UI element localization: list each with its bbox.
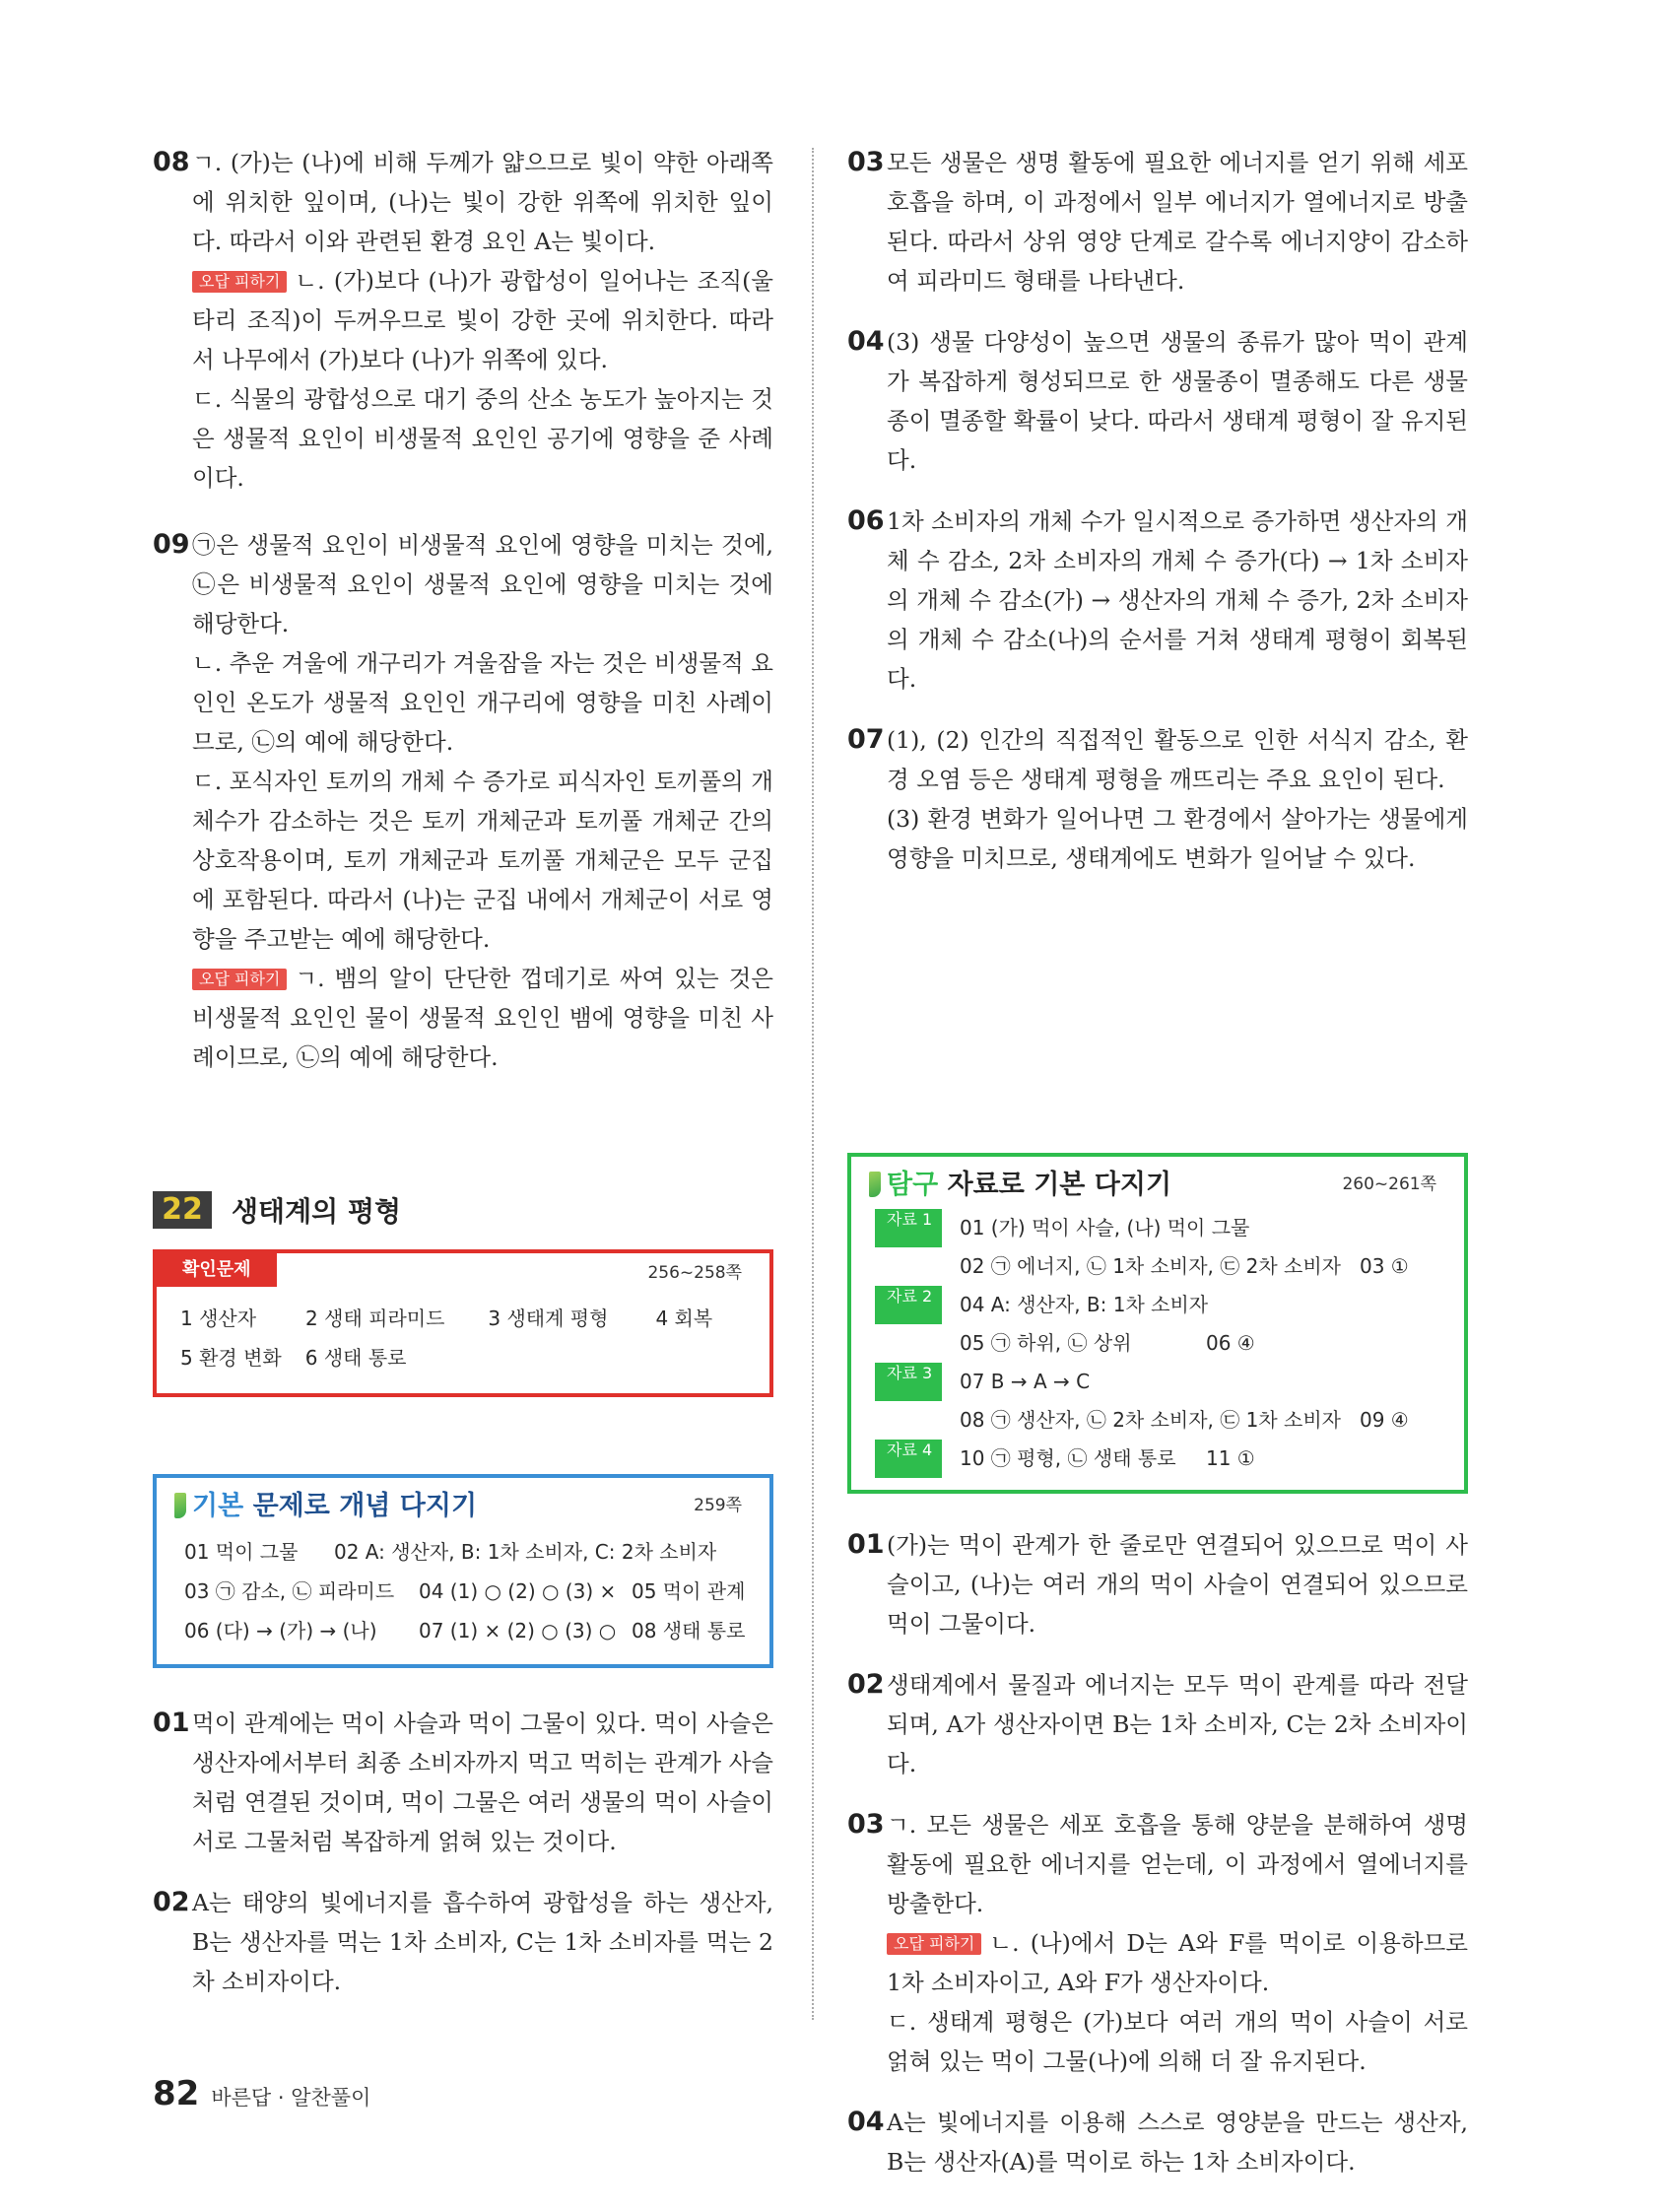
avoid-wrong-tag: 오답 피하기 xyxy=(887,1933,981,1955)
right-column xyxy=(847,143,1468,2176)
section-number: 22 xyxy=(153,1191,212,1229)
answer-01 xyxy=(153,1704,773,1861)
section-title: 생태계의 평형 xyxy=(232,1195,402,1228)
basic-pages: 259쪽 xyxy=(694,1496,742,1515)
explore-answer: 05 ㉠ 하위, ㉡ 상위 xyxy=(960,1331,1132,1355)
data-tag: 자료 2 xyxy=(875,1286,942,1324)
answer-text: (3) 생물 다양성이 높으면 생물의 종류가 많아 먹이 관계가 복잡하게 형성되므로 한 생물종이 멸종해도 다른 생물종이 멸종할 확률이 낮다. 따라서 생태계 평형이 잘 유지된다. xyxy=(887,328,1468,474)
answer-number: 01 xyxy=(847,1529,885,1560)
basic-answer: 04 (1) ○ (2) ○ (3) × xyxy=(419,1579,617,1603)
answer-text: ㄱ. (가)는 (나)에 비해 두께가 얇으므로 빛이 약한 아래쪽에 위치한 잎이며, (나)는 빛이 강한 위쪽에 위치한 잎이다. 따라서 이와 관련된 환경 요인 A는 빛이다. xyxy=(192,149,773,255)
answer-07 xyxy=(847,720,1468,878)
confirm-pages: 256~258쪽 xyxy=(647,1262,742,1283)
answer-text: ㄷ. 생태계 평형은 (가)보다 여러 개의 먹이 사슬이 서로 얽혀 있는 먹이 그물(나)에 의해 더 잘 유지된다. xyxy=(887,2008,1468,2075)
answer-number: 01 xyxy=(153,1708,190,1738)
basic-answer: 05 먹이 관계 xyxy=(632,1579,746,1603)
explore-answer-04 xyxy=(847,2103,1468,2181)
answer-text: 모든 생물은 생명 활동에 필요한 에너지를 얻기 위해 세포 호흡을 하며, 이 과정에서 일부 에너지가 열에너지로 방출된다. 따라서 상위 영양 단계로 갈수록 에너지양이 감소하여 피라미드 형태를 나타낸다. xyxy=(887,149,1468,295)
answer-number: 07 xyxy=(847,724,885,755)
explore-answer: 06 ④ xyxy=(1206,1331,1255,1355)
answer-text: ㄷ. 식물의 광합성으로 대기 중의 산소 농도가 높아지는 것은 생물적 요인이 비생물적 요인인 공기에 영향을 준 사례이다. xyxy=(192,385,773,492)
data-tag: 자료 1 xyxy=(875,1209,942,1247)
answer-number: 02 xyxy=(847,1669,885,1700)
confirm-box xyxy=(153,1249,773,1397)
leaf-icon xyxy=(869,1172,881,1197)
confirm-item: 4 회복 xyxy=(655,1307,713,1330)
basic-answer: 07 (1) × (2) ○ (3) ○ xyxy=(419,1619,617,1642)
book-title: 바른답 · 알찬풀이 xyxy=(211,2086,371,2110)
answer-text: ㄷ. 포식자인 토끼의 개체 수 증가로 피식자인 토끼풀의 개체수가 감소하는 것은 토끼 개체군과 토끼풀 개체군 간의 상호작용이며, 토끼 개체군과 토끼풀 개체군은 모두 군집에 포함된다. 따라서 (나)는 군집 내에서 개체군이 서로 영향을 주고받는 예에 해당한다. xyxy=(192,768,773,953)
answer-text: A는 빛에너지를 이용해 스스로 영양분을 만드는 생산자, B는 생산자(A)를 먹이로 하는 1차 소비자이다. xyxy=(887,2109,1468,2176)
confirm-item: 2 생태 피라미드 xyxy=(305,1307,445,1330)
answer-06 xyxy=(847,502,1468,699)
explore-answer: 04 A: 생산자, B: 1차 소비자 xyxy=(960,1293,1209,1316)
explore-pages: 260~261쪽 xyxy=(1342,1174,1436,1194)
leaf-icon xyxy=(174,1493,186,1518)
answer-03 xyxy=(847,143,1468,301)
answer-text: 생태계에서 물질과 에너지는 모두 먹이 관계를 따라 전달되며, A가 생산자이면 B는 1차 소비자, C는 2차 소비자이다. xyxy=(887,1671,1468,1777)
answer-09 xyxy=(153,525,773,1077)
confirm-item: 5 환경 변화 xyxy=(180,1346,282,1370)
explore-title: 탐구 자료로 기본 다지기 xyxy=(869,1163,1171,1201)
explore-answer: 07 B → A → C xyxy=(960,1370,1091,1393)
explore-answer: 02 ㉠ 에너지, ㉡ 1차 소비자, ㉢ 2차 소비자 xyxy=(960,1254,1341,1278)
basic-answers xyxy=(157,1526,769,1664)
basic-box xyxy=(153,1474,773,1668)
explore-answer: 10 ㉠ 평형, ㉡ 생태 통로 xyxy=(960,1446,1176,1470)
avoid-wrong-tag: 오답 피하기 xyxy=(192,969,287,990)
answer-text: (3) 환경 변화가 일어나면 그 환경에서 살아가는 생물에게 영향을 미치므로, 생태계에도 변화가 일어날 수 있다. xyxy=(887,805,1468,872)
explore-answer: 03 ① xyxy=(1360,1254,1409,1278)
basic-answer: 02 A: 생산자, B: 1차 소비자, C: 2차 소비자 xyxy=(334,1540,717,1564)
explore-answer: 11 ① xyxy=(1206,1446,1255,1470)
explore-answer-01 xyxy=(847,1525,1468,1643)
answer-text: 오답 피하기 ㄱ. 뱀의 알이 단단한 껍데기로 싸여 있는 것은 비생물적 요인인 물이 생물적 요인인 뱀에 영향을 미친 사례이므로, ㉡의 예에 해당한다. xyxy=(192,965,773,1071)
basic-title: 기본 문제로 개념 다지기 xyxy=(174,1484,477,1522)
confirm-item: 3 생태계 평형 xyxy=(488,1307,609,1330)
answer-text: 오답 피하기 ㄴ. (나)에서 D는 A와 F를 먹이로 이용하므로 1차 소비자이고, A와 F가 생산자이다. xyxy=(887,1929,1468,1996)
explore-answer-02 xyxy=(847,1665,1468,1783)
basic-answer: 03 ㉠ 감소, ㉡ 피라미드 xyxy=(184,1579,395,1603)
column-divider xyxy=(812,148,814,2020)
answer-number: 09 xyxy=(153,529,190,560)
explore-explanations xyxy=(847,1525,1468,2203)
basic-answer: 08 생태 통로 xyxy=(632,1619,746,1642)
answer-08 xyxy=(153,143,773,498)
answer-text: (가)는 먹이 관계가 한 줄로만 연결되어 있으므로 먹이 사슬이고, (나)는 여러 개의 먹이 사슬이 연결되어 있으므로 먹이 그물이다. xyxy=(887,1531,1468,1638)
answer-text: 오답 피하기 ㄴ. (가)보다 (나)가 광합성이 일어나는 조직(울타리 조직)이 두꺼우므로 빛이 강한 곳에 위치한다. 따라서 나무에서 (가)보다 (나)가 위쪽에 있다. xyxy=(192,267,773,373)
answer-number: 03 xyxy=(847,1809,885,1840)
data-tag: 자료 3 xyxy=(875,1363,942,1401)
explore-answer: 01 (가) 먹이 사슬, (나) 먹이 그물 xyxy=(960,1216,1250,1240)
section-header xyxy=(153,1190,773,1230)
answer-text: ㄱ. 모든 생물은 세포 호흡을 통해 양분을 분해하여 생명 활동에 필요한 에너지를 얻는데, 이 과정에서 열에너지를 방출한다. xyxy=(887,1811,1468,1917)
explore-answer: 08 ㉠ 생산자, ㉡ 2차 소비자, ㉢ 1차 소비자 xyxy=(960,1408,1341,1432)
confirm-item: 1 생산자 xyxy=(180,1307,257,1330)
answer-text: 1차 소비자의 개체 수가 일시적으로 증가하면 생산자의 개체 수 감소, 2차 소비자의 개체 수 증가(다) → 1차 소비자의 개체 수 감소(가) → 생산자의 개체 수 증가, 2차 소비자의 개체 수 감소(나)의 순서를 거쳐 생태계 평형이 회복된다. xyxy=(887,507,1468,693)
page-number: 82 xyxy=(153,2074,200,2113)
answer-number: 04 xyxy=(847,2107,885,2137)
explore-box xyxy=(847,1153,1468,1494)
answer-text: ㉠은 생물적 요인이 비생물적 요인에 영향을 미치는 것에, ㉡은 비생물적 요인이 생물적 요인에 영향을 미치는 것에 해당한다. xyxy=(192,531,773,637)
answer-number: 02 xyxy=(153,1887,190,1917)
explore-answer: 09 ④ xyxy=(1360,1408,1409,1432)
answer-text: (1), (2) 인간의 직접적인 활동으로 인한 서식지 감소, 환경 오염 등은 생태계 평형을 깨뜨리는 주요 요인이 된다. xyxy=(887,726,1468,793)
answer-number: 06 xyxy=(847,505,885,536)
answer-text: 먹이 관계에는 먹이 사슬과 먹이 그물이 있다. 먹이 사슬은 생산자에서부터 최종 소비자까지 먹고 먹히는 관계가 사슬처럼 연결된 것이며, 먹이 그물은 여러 생물의 먹이 사슬이 서로 그물처럼 복잡하게 얽혀 있는 것이다. xyxy=(192,1709,773,1855)
answer-text: A는 태양의 빛에너지를 흡수하여 광합성을 하는 생산자, B는 생산자를 먹는 1차 소비자, C는 1차 소비자를 먹는 2차 소비자이다. xyxy=(192,1889,773,1995)
confirm-items xyxy=(157,1287,769,1393)
page-footer xyxy=(153,2074,370,2113)
answer-number: 04 xyxy=(847,326,885,357)
left-column xyxy=(153,143,773,2023)
confirm-label: 확인문제 xyxy=(157,1253,277,1287)
answer-02 xyxy=(153,1883,773,2001)
basic-answer: 01 먹이 그물 xyxy=(184,1540,299,1564)
avoid-wrong-tag: 오답 피하기 xyxy=(192,271,287,293)
explore-answers xyxy=(851,1205,1464,1490)
answer-04 xyxy=(847,322,1468,480)
basic-answer: 06 (다) → (가) → (나) xyxy=(184,1619,377,1642)
answer-number: 08 xyxy=(153,147,190,177)
answer-number: 03 xyxy=(847,147,885,177)
explore-answer-03 xyxy=(847,1805,1468,2081)
confirm-item: 6 생태 통로 xyxy=(304,1346,407,1370)
answer-text: ㄴ. 추운 겨울에 개구리가 겨울잠을 자는 것은 비생물적 요인인 온도가 생물적 요인인 개구리에 영향을 미친 사례이므로, ㉡의 예에 해당한다. xyxy=(192,649,773,756)
data-tag: 자료 4 xyxy=(875,1440,942,1478)
